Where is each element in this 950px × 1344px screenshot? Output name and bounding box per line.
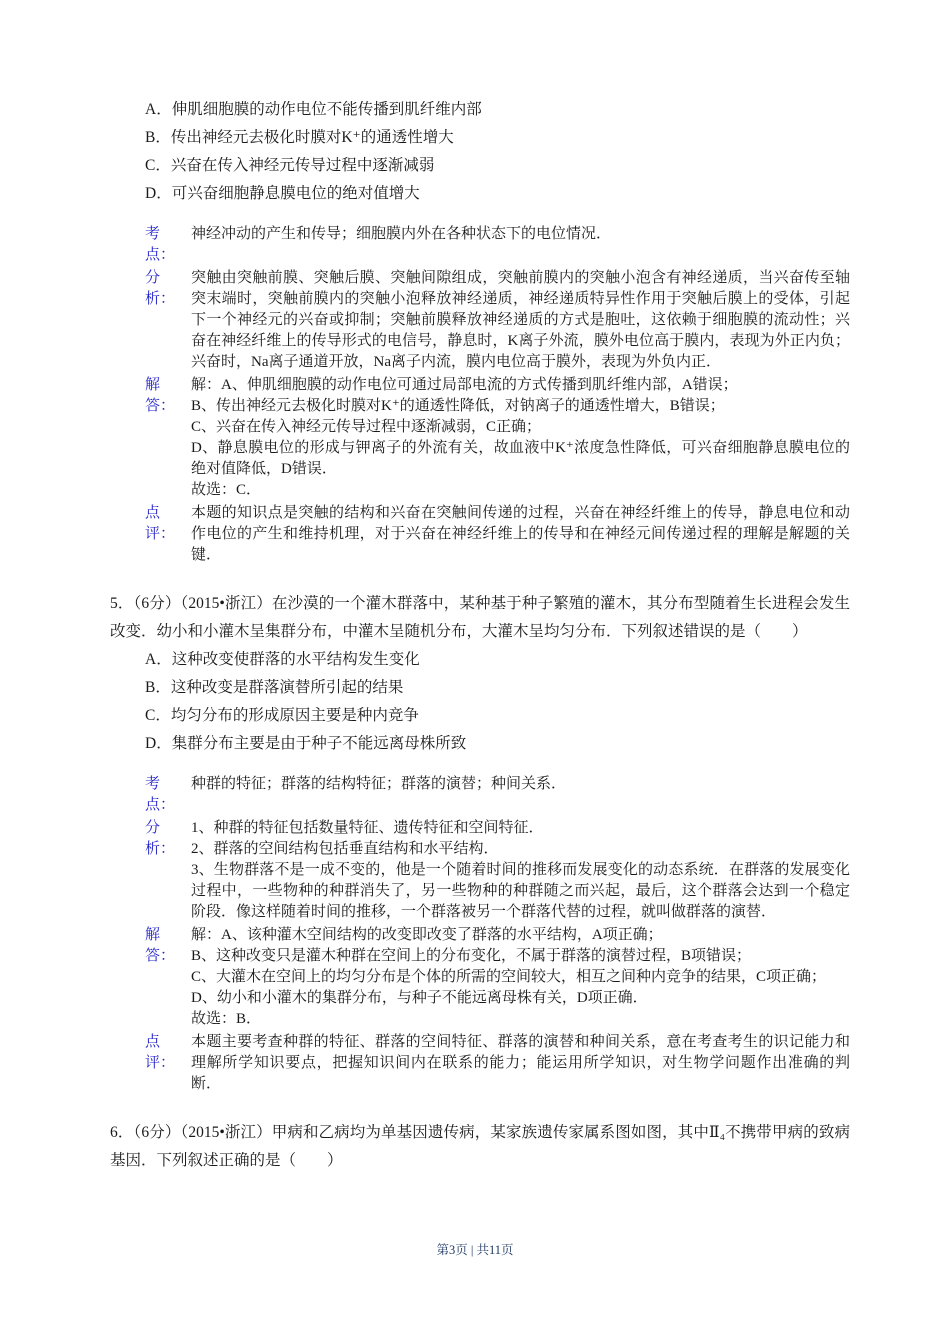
exp-paragraph: B、传出神经元去极化时膜对K⁺的通透性降低，对钠离子的通透性增大，B错误； <box>191 398 725 414</box>
label-line: 点： <box>145 797 176 813</box>
answer-content <box>191 375 850 501</box>
exp-paragraph: C、兴奋在传入神经元传导过程中逐渐减弱，C正确； <box>191 419 542 435</box>
q5-option-b: B．这种改变是群落演替所引起的结果 <box>145 679 404 696</box>
q5-exam-points-row <box>145 774 850 816</box>
q4-answer-row <box>145 375 850 501</box>
exp-paragraph: D、幼小和小灌木的集群分布，与种子不能远离母株有关，D项正确． <box>191 990 648 1006</box>
label-line: 解 <box>145 377 161 393</box>
answer-label <box>145 925 191 1030</box>
label-line: 评： <box>145 1055 176 1071</box>
analysis-label <box>145 818 191 923</box>
exp-paragraph: 故选：B． <box>191 1011 262 1027</box>
label-line: 解 <box>145 927 161 943</box>
q4-analysis-row <box>145 268 850 373</box>
label-line: 分 <box>145 820 161 836</box>
page-content <box>110 96 850 1175</box>
label-line: 析： <box>145 841 176 857</box>
label-line: 考 <box>145 226 161 242</box>
label-line: 答： <box>145 948 176 964</box>
exp-paragraph: 2、群落的空间结构包括垂直结构和水平结构． <box>191 841 499 857</box>
page-footer: 第3页 | 共11页 <box>436 1243 514 1257</box>
label-line: 析： <box>145 291 176 307</box>
q4-explanation-block <box>145 224 850 566</box>
q4-exam-points-row <box>145 224 850 266</box>
comment-content <box>191 503 850 566</box>
exam-points-content <box>191 224 850 266</box>
answer-content <box>191 925 850 1030</box>
comment-label <box>145 503 191 566</box>
q4-comment-row <box>145 503 850 566</box>
q5-explanation-block <box>145 774 850 1095</box>
comment-label <box>145 1032 191 1095</box>
exp-paragraph: 突触由突触前膜、突触后膜、突触间隙组成，突触前膜内的突触小泡含有神经递质，当兴奋传至轴突末端时，突触前膜内的突触小泡释放神经递质，神经递质特异性作用于突触后膜上的受体，引起下一个神经元的兴奋或抑制；突触前膜释放神经递质的方式是胞吐，这依赖于细胞膜的流动性；兴奋在神经纤维上的传导形式的电信号，静息时，K离子外流，膜外电位高于膜内，表现为外正内负；兴奋时，Na离子通道开放，Na离子内流，膜内电位高于膜外，表现为外负内正． <box>191 270 850 370</box>
label-line: 分 <box>145 270 161 286</box>
q5-comment-row <box>145 1032 850 1095</box>
label-line: 点： <box>145 247 176 263</box>
exp-paragraph: 本题主要考查种群的特征、群落的空间特征、群落的演替和种间关系，意在考查考生的识记能力和理解所学知识要点，把握知识间内在联系的能力；能运用所学知识，对生物学问题作出准确的判断． <box>191 1034 850 1092</box>
q5-option-d: D．集群分布主要是由于种子不能远离母株所致 <box>145 735 467 752</box>
exp-paragraph: 解：A、该种灌木空间结构的改变即改变了群落的水平结构，A项正确； <box>191 927 663 943</box>
q4-option-c: C．兴奋在传入神经元传导过程中逐渐减弱 <box>145 157 435 174</box>
q6-stem: 6．（6分）（2015•浙江）甲病和乙病均为单基因遗传病，某家族遗传家属系图如图，其中Ⅱ₄不携带甲病的致病基因．下列叙述正确的是（ ） <box>110 1124 850 1169</box>
exp-paragraph: C、大灌木在空间上的均匀分布是个体的所需的空间较大，相互之间种内竞争的结果，C项正确； <box>191 969 827 985</box>
label-line: 评： <box>145 526 176 542</box>
q5-option-list <box>145 646 850 758</box>
label-line: 考 <box>145 776 161 792</box>
exam-points-content <box>191 774 850 816</box>
q5-option-a: A．这种改变使群落的水平结构发生变化 <box>145 651 420 668</box>
q5-option-c: C．均匀分布的形成原因主要是种内竞争 <box>145 707 419 724</box>
exp-paragraph: 故选：C． <box>191 482 262 498</box>
q4-option-d: D．可兴奋细胞静息膜电位的绝对值增大 <box>145 185 420 202</box>
analysis-label <box>145 268 191 373</box>
exp-paragraph: 种群的特征；群落的结构特征；群落的演替；种间关系． <box>191 776 567 792</box>
exp-paragraph: 解：A、伸肌细胞膜的动作电位可通过局部电流的方式传播到肌纤维内部，A错误； <box>191 377 738 393</box>
exp-paragraph: 神经冲动的产生和传导；细胞膜内外在各种状态下的电位情况． <box>191 226 612 242</box>
comment-content <box>191 1032 850 1095</box>
exam-points-label <box>145 774 191 816</box>
analysis-content <box>191 818 850 923</box>
q5-answer-row <box>145 925 850 1030</box>
q4-option-a: A．伸肌细胞膜的动作电位不能传播到肌纤维内部 <box>145 101 482 118</box>
label-line: 答： <box>145 398 176 414</box>
q4-option-list <box>145 96 850 208</box>
q5-stem: 5．（6分）（2015•浙江）在沙漠的一个灌木群落中，某种基于种子繁殖的灌木，其分布型随着生长进程会发生改变．幼小和小灌木呈集群分布，中灌木呈随机分布，大灌木呈均匀分布．下列叙述错误的是（ ） <box>110 595 850 640</box>
q4-option-b: B．传出神经元去极化时膜对K⁺的通透性增大 <box>145 129 454 146</box>
analysis-content <box>191 268 850 373</box>
label-line: 点 <box>145 1034 161 1050</box>
exp-paragraph: 本题的知识点是突触的结构和兴奋在突触间传递的过程，兴奋在神经纤维上的传导，静息电位和动作电位的产生和维持机理，对于兴奋在神经纤维上的传导和在神经元间传递过程的理解是解题的关键． <box>191 505 850 563</box>
label-line: 点 <box>145 505 161 521</box>
exp-paragraph: 3、生物群落不是一成不变的，他是一个随着时间的推移而发展变化的动态系统．在群落的发展变化过程中，一些物种的种群消失了，另一些物种的种群随之而兴起，最后，这个群落会达到一个稳定阶段．像这样随着时间的推移，一个群落被另一个群落代替的过程，就叫做群落的演替． <box>191 862 850 920</box>
exp-paragraph: B、这种改变只是灌木种群在空间上的分布变化，不属于群落的演替过程，B项错误； <box>191 948 752 964</box>
q5-analysis-row <box>145 818 850 923</box>
exp-paragraph: 1、种群的特征包括数量特征、遗传特征和空间特征． <box>191 820 544 836</box>
exam-points-label <box>145 224 191 266</box>
exp-paragraph: D、静息膜电位的形成与钾离子的外流有关，故血液中K⁺浓度急性降低，可兴奋细胞静息膜电位的绝对值降低，D错误． <box>191 440 850 477</box>
answer-label <box>145 375 191 501</box>
